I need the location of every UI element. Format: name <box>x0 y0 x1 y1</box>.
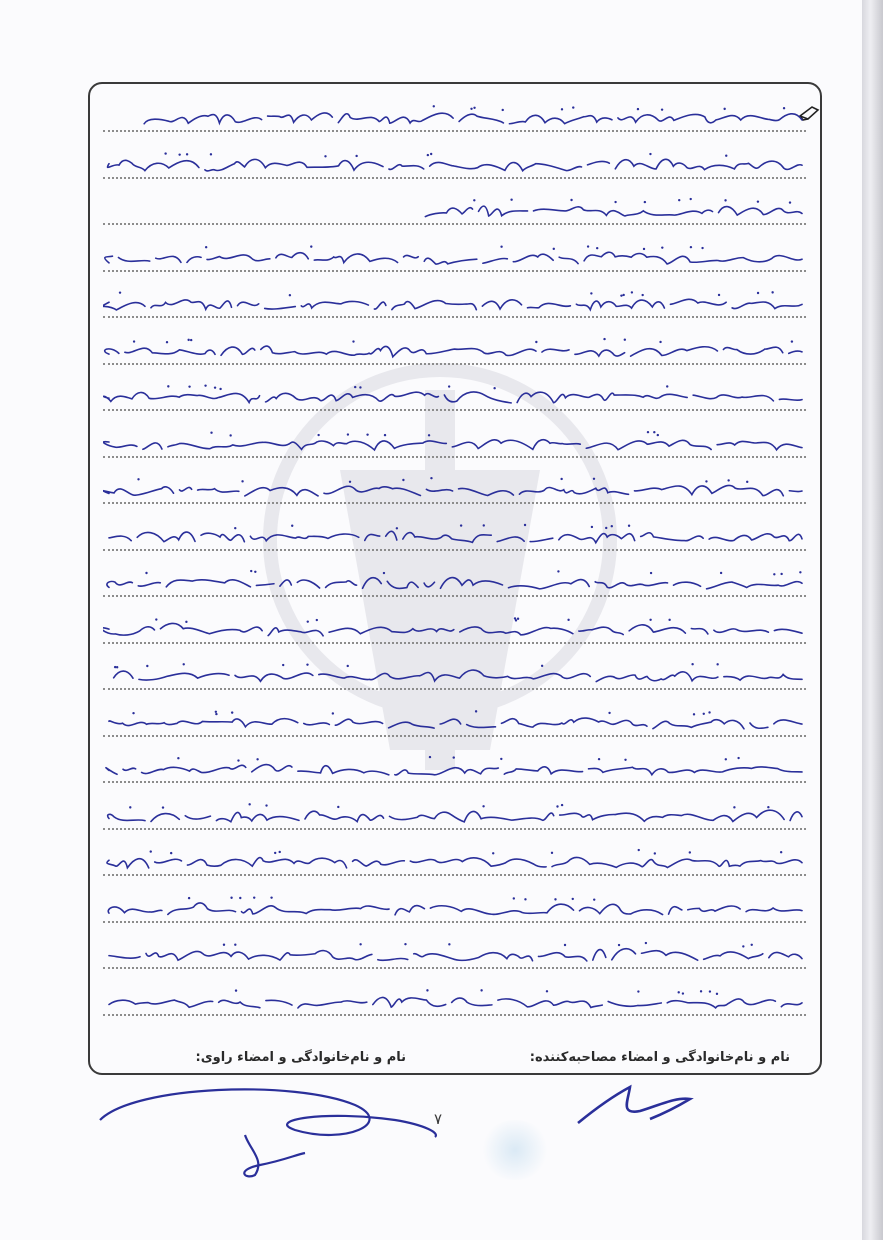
handwriting-stroke <box>103 895 806 921</box>
interviewer-signature-label: نام و نام‌خانوادگی و امضاء مصاحبه‌کننده: <box>529 1050 790 1065</box>
handwritten-line <box>103 569 806 599</box>
handwritten-line <box>103 755 806 785</box>
handwritten-line <box>103 197 806 227</box>
handwritten-line <box>103 709 806 739</box>
page-number: ۷ <box>434 1110 443 1128</box>
handwriting-stroke <box>103 755 806 781</box>
handwritten-line <box>103 662 806 692</box>
handwritten-line <box>103 104 806 134</box>
handwriting-stroke <box>103 151 806 177</box>
narrator-signature <box>95 1075 455 1185</box>
handwritten-line <box>103 151 806 181</box>
handwriting-stroke <box>103 662 806 688</box>
handwriting-stroke <box>103 476 806 502</box>
handwriting-stroke <box>103 523 806 549</box>
handwritten-line <box>103 337 806 367</box>
handwriting-stroke <box>103 802 806 828</box>
handwritten-line <box>103 430 806 460</box>
handwriting-stroke <box>103 430 806 456</box>
handwriting-stroke <box>103 848 806 874</box>
handwriting-stroke <box>103 337 806 363</box>
handwriting-stroke <box>103 941 806 967</box>
handwriting-stroke <box>103 197 806 223</box>
handwritten-line <box>103 988 806 1018</box>
handwritten-line <box>103 244 806 274</box>
interviewer-signature <box>570 1075 720 1135</box>
handwriting-stroke <box>103 244 806 270</box>
handwritten-line <box>103 616 806 646</box>
handwriting-stroke <box>103 569 806 595</box>
handwritten-line <box>103 383 806 413</box>
handwriting-stroke <box>103 988 806 1014</box>
handwritten-line <box>103 802 806 832</box>
handwritten-line <box>103 290 806 320</box>
handwritten-line <box>103 941 806 971</box>
narrator-signature-label: نام و نام‌خانوادگی و امضاء راوی: <box>195 1050 406 1065</box>
handwriting-stroke <box>103 383 806 409</box>
handwriting-stroke <box>103 104 806 130</box>
handwritten-line <box>103 523 806 553</box>
handwriting-stroke <box>103 616 806 642</box>
handwritten-line <box>103 476 806 506</box>
binding-edge <box>862 0 883 1240</box>
handwriting-stroke <box>103 290 806 316</box>
handwritten-line <box>103 848 806 878</box>
handwriting-stroke <box>103 709 806 735</box>
handwritten-line <box>103 895 806 925</box>
ink-stain <box>480 1120 550 1180</box>
